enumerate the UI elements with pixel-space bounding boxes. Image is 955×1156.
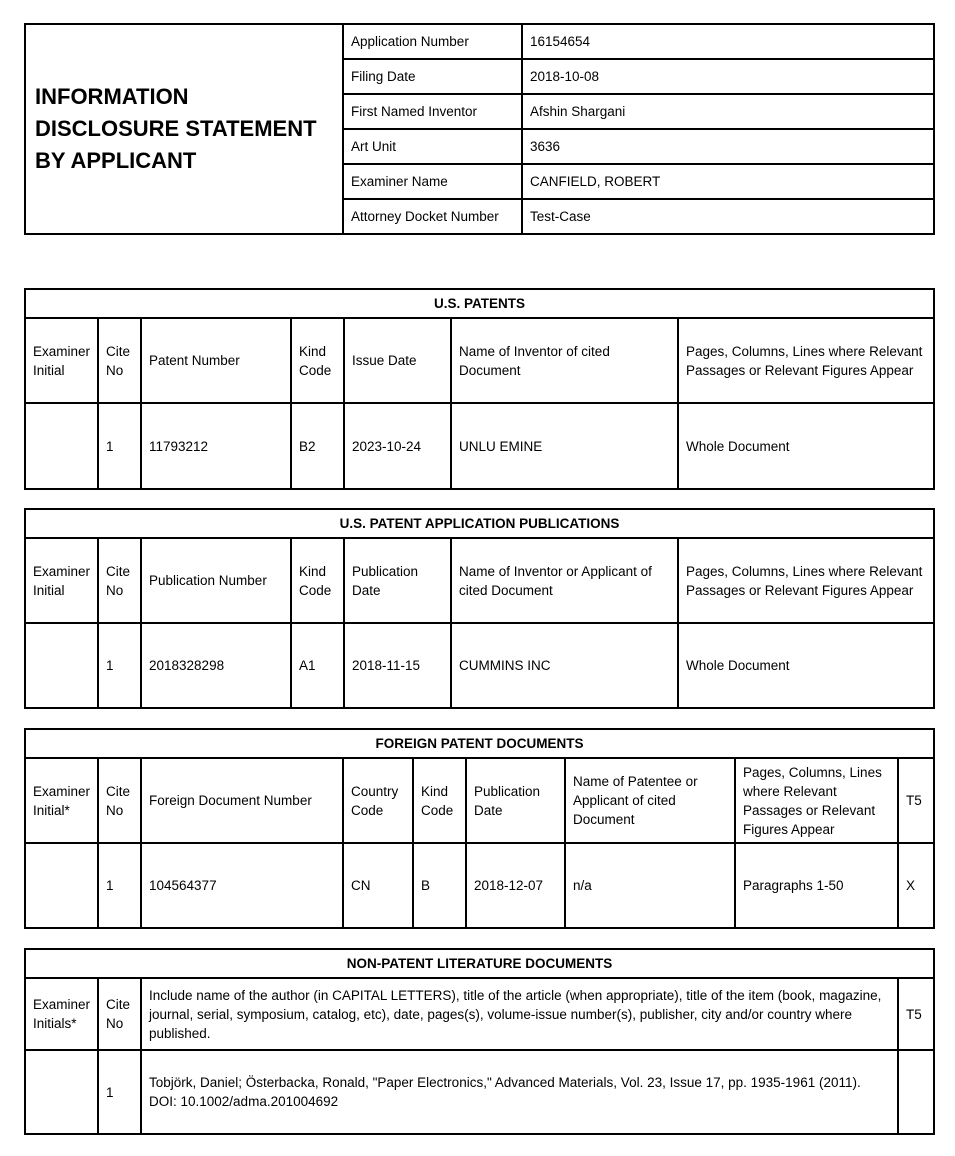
column-header: Kind Code xyxy=(291,318,344,403)
table-cell: 2018-11-15 xyxy=(344,623,451,708)
field-value-art-unit: 3636 xyxy=(522,129,934,164)
table-cell: 1 xyxy=(98,843,141,928)
column-header: Examiner Initial xyxy=(25,318,98,403)
column-header: Cite No xyxy=(98,978,141,1050)
column-header: Issue Date xyxy=(344,318,451,403)
column-header: Kind Code xyxy=(413,758,466,843)
column-header: Publication Number xyxy=(141,538,291,623)
table-cell xyxy=(25,403,98,489)
table-row xyxy=(25,403,934,489)
table-cell: 11793212 xyxy=(141,403,291,489)
column-header: Examiner Initial* xyxy=(25,758,98,843)
table-row xyxy=(25,623,934,708)
section-title: U.S. PATENTS xyxy=(25,289,934,318)
table-cell: B2 xyxy=(291,403,344,489)
table-cell: CN xyxy=(343,843,413,928)
column-header: Foreign Document Number xyxy=(141,758,343,843)
table-cell: Whole Document xyxy=(678,403,934,489)
column-header: Patent Number xyxy=(141,318,291,403)
column-header: Include name of the author (in CAPITAL LETTERS), title of the article (when appropriate), title of the item (book, magazine, journal, serial, symposium, catalog, etc), date, pages(s), volume-issue number(s), publisher, city and/or country where published. xyxy=(141,978,898,1050)
section-title: NON-PATENT LITERATURE DOCUMENTS xyxy=(25,949,934,978)
section-title: U.S. PATENT APPLICATION PUBLICATIONS xyxy=(25,509,934,538)
column-header: Kind Code xyxy=(291,538,344,623)
column-header: Name of Patentee or Applicant of cited Document xyxy=(565,758,735,843)
table-cell: UNLU EMINE xyxy=(451,403,678,489)
column-header: Publication Date xyxy=(466,758,565,843)
table-cell: Paragraphs 1-50 xyxy=(735,843,898,928)
table-cell: 1 xyxy=(98,1050,141,1134)
table-cell xyxy=(25,1050,98,1134)
us-patents-table xyxy=(24,288,935,490)
column-header: Country Code xyxy=(343,758,413,843)
field-label-application-number: Application Number xyxy=(343,24,522,59)
field-label-attorney-docket-number: Attorney Docket Number xyxy=(343,199,522,234)
table-cell xyxy=(25,623,98,708)
field-label-art-unit: Art Unit xyxy=(343,129,522,164)
field-value-first-named-inventor: Afshin Shargani xyxy=(522,94,934,129)
table-cell: 2023-10-24 xyxy=(344,403,451,489)
table-cell: Whole Document xyxy=(678,623,934,708)
column-header: Cite No xyxy=(98,758,141,843)
field-value-application-number: 16154654 xyxy=(522,24,934,59)
table-cell: A1 xyxy=(291,623,344,708)
column-header: Cite No xyxy=(98,538,141,623)
column-header: Name of Inventor or Applicant of cited Document xyxy=(451,538,678,623)
column-header: Examiner Initials* xyxy=(25,978,98,1050)
table-cell: X xyxy=(898,843,934,928)
foreign-patents-table xyxy=(24,728,935,929)
column-header: Pages, Columns, Lines where Relevant Passages or Relevant Figures Appear xyxy=(678,538,934,623)
field-label-filing-date: Filing Date xyxy=(343,59,522,94)
table-cell: CUMMINS INC xyxy=(451,623,678,708)
us-publications-table xyxy=(24,508,935,709)
field-value-examiner-name: CANFIELD, ROBERT xyxy=(522,164,934,199)
field-label-examiner-name: Examiner Name xyxy=(343,164,522,199)
table-cell: 1 xyxy=(98,403,141,489)
table-row xyxy=(25,843,934,928)
field-value-attorney-docket-number: Test-Case xyxy=(522,199,934,234)
table-cell: 2018328298 xyxy=(141,623,291,708)
column-header: T5 xyxy=(898,758,934,843)
column-header: Name of Inventor of cited Document xyxy=(451,318,678,403)
table-cell xyxy=(898,1050,934,1134)
section-title: FOREIGN PATENT DOCUMENTS xyxy=(25,729,934,758)
header-table xyxy=(24,23,935,235)
column-header: Cite No xyxy=(98,318,141,403)
page-title: INFORMATION DISCLOSURE STATEMENT BY APPLICANT xyxy=(25,24,343,234)
column-header: Publication Date xyxy=(344,538,451,623)
table-cell: 104564377 xyxy=(141,843,343,928)
column-header: T5 xyxy=(898,978,934,1050)
table-cell: n/a xyxy=(565,843,735,928)
table-row xyxy=(25,1050,934,1134)
table-cell: Tobjörk, Daniel; Österbacka, Ronald, "Paper Electronics," Advanced Materials, Vol. 23, Issue 17, pp. 1935-1961 (2011). DOI: 10.1002/adma.201004692 xyxy=(141,1050,898,1134)
field-value-filing-date: 2018-10-08 xyxy=(522,59,934,94)
column-header: Examiner Initial xyxy=(25,538,98,623)
table-cell: 2018-12-07 xyxy=(466,843,565,928)
table-cell xyxy=(25,843,98,928)
non-patent-literature-table xyxy=(24,948,935,1135)
table-cell: 1 xyxy=(98,623,141,708)
column-header: Pages, Columns, Lines where Relevant Passages or Relevant Figures Appear xyxy=(678,318,934,403)
column-header: Pages, Columns, Lines where Relevant Passages or Relevant Figures Appear xyxy=(735,758,898,843)
field-label-first-named-inventor: First Named Inventor xyxy=(343,94,522,129)
table-cell: B xyxy=(413,843,466,928)
